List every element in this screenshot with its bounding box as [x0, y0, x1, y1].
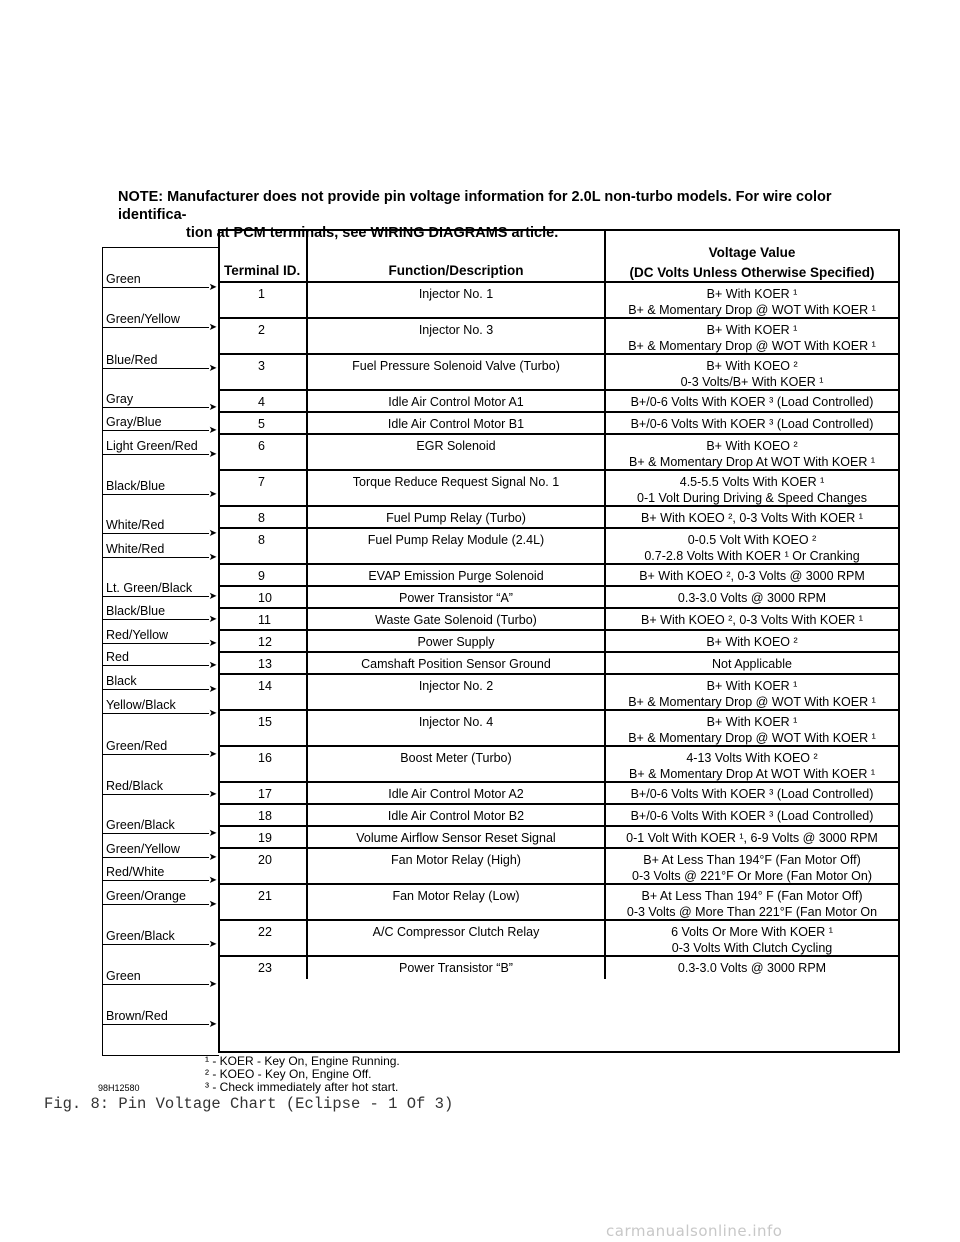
arrow-right-icon: ➤	[208, 489, 217, 500]
voltage-line-1: B+ With KOER ¹	[706, 679, 798, 693]
arrow-right-icon: ➤	[208, 322, 217, 333]
voltage-line-1: 0-1 Volt With KOER ¹, 6-9 Volts @ 3000 RPM	[626, 831, 878, 845]
wire-color-text: Black/Blue	[106, 604, 166, 618]
arrow-right-icon: ➤	[208, 660, 217, 671]
terminal-id: 6	[220, 435, 308, 469]
voltage-line-1: 0.3-3.0 Volts @ 3000 RPM	[677, 961, 827, 975]
wire-color-label	[103, 737, 217, 760]
voltage-value	[606, 631, 898, 651]
voltage-line-2: B+ & Momentary Drop @ WOT With KOER ¹	[628, 339, 876, 353]
terminal-id: 10	[220, 587, 308, 607]
wire-color-label	[103, 777, 217, 800]
wire-leader-line	[103, 689, 209, 690]
header-terminal-id: Terminal ID.	[220, 231, 308, 281]
function-description: Fan Motor Relay (Low)	[308, 885, 606, 919]
terminal-id: 18	[220, 805, 308, 825]
wire-leader-line	[103, 944, 209, 945]
arrow-right-icon: ➤	[208, 638, 217, 649]
wire-leader-line	[103, 857, 209, 858]
voltage-line-1: B+ With KOER ¹	[706, 287, 798, 301]
wire-color-text: Gray/Blue	[106, 415, 162, 429]
wire-color-text: White/Red	[106, 518, 165, 532]
voltage-line-1: B+ At Less Than 194°F (Fan Motor Off)	[643, 853, 861, 867]
voltage-value	[606, 471, 898, 505]
wire-leader-line	[103, 833, 209, 834]
wire-leader-line	[103, 407, 209, 408]
wire-color-text: Blue/Red	[106, 353, 158, 367]
arrow-right-icon: ➤	[208, 899, 217, 910]
wire-color-label	[103, 516, 217, 539]
voltage-value	[606, 283, 898, 317]
function-description: Power Transistor “A”	[308, 587, 606, 607]
footnotes	[205, 1055, 400, 1094]
arrow-right-icon: ➤	[208, 552, 217, 563]
wire-leader-line	[103, 1024, 209, 1025]
voltage-line-1: B+ With KOEO ²	[706, 635, 798, 649]
function-description: A/C Compressor Clutch Relay	[308, 921, 606, 955]
voltage-line-2: 0-3 Volts @ 221°F Or More (Fan Motor On)	[632, 869, 872, 883]
wire-leader-line	[103, 557, 209, 558]
wire-color-label	[103, 310, 217, 333]
arrow-right-icon: ➤	[208, 363, 217, 374]
terminal-id: 11	[220, 609, 308, 629]
table-row	[220, 921, 898, 957]
arrow-right-icon: ➤	[208, 528, 217, 539]
arrow-right-icon: ➤	[208, 1019, 217, 1030]
wire-leader-line	[103, 454, 209, 455]
voltage-line-2: 0-3 Volts @ More Than 221°F (Fan Motor On	[626, 905, 878, 919]
voltage-line-1: 0-0.5 Volt With KOEO ²	[687, 533, 817, 547]
arrow-right-icon: ➤	[208, 282, 217, 293]
function-description: Idle Air Control Motor A1	[308, 391, 606, 411]
voltage-line-1: B+/0-6 Volts With KOER ³ (Load Controlled)	[630, 395, 874, 409]
wire-color-text: Red/Black	[106, 779, 163, 793]
function-description: Injector No. 4	[308, 711, 606, 745]
table-row	[220, 805, 898, 827]
function-description: Waste Gate Solenoid (Turbo)	[308, 609, 606, 629]
wire-color-text: Red	[106, 650, 129, 664]
terminal-id: 2	[220, 319, 308, 353]
wire-color-column	[102, 247, 219, 1056]
wire-color-label	[103, 887, 217, 910]
table-row	[220, 609, 898, 631]
voltage-line-2: B+ & Momentary Drop At WOT With KOER ¹	[628, 455, 875, 469]
wire-leader-line	[103, 619, 209, 620]
wire-color-label	[103, 413, 217, 436]
wire-leader-line	[103, 287, 209, 288]
function-description: Fuel Pump Relay (Turbo)	[308, 507, 606, 527]
terminal-id: 9	[220, 565, 308, 585]
arrow-right-icon: ➤	[208, 614, 217, 625]
table-row	[220, 747, 898, 783]
terminal-id: 4	[220, 391, 308, 411]
voltage-value	[606, 805, 898, 825]
wire-color-label	[103, 602, 217, 625]
wire-color-label	[103, 351, 217, 374]
terminal-id: 8	[220, 507, 308, 527]
voltage-line-1: B+/0-6 Volts With KOER ³ (Load Controlled)	[630, 809, 874, 823]
wire-color-label	[103, 390, 217, 413]
wire-color-label	[103, 672, 217, 695]
footnote-3: ³ - Check immediately after hot start.	[205, 1080, 399, 1094]
voltage-line-2: 0-3 Volts/B+ With KOER ¹	[680, 375, 824, 389]
wire-leader-line	[103, 904, 209, 905]
figure-code: 98H12580	[98, 1083, 140, 1093]
note-line-1: Manufacturer does not provide pin voltage information for 2.0L non-turbo models. For wire color identifica-	[118, 189, 832, 223]
table-row	[220, 319, 898, 355]
arrow-right-icon: ➤	[208, 875, 217, 886]
function-description: EGR Solenoid	[308, 435, 606, 469]
function-description: Volume Airflow Sensor Reset Signal	[308, 827, 606, 847]
table-row	[220, 413, 898, 435]
table-row	[220, 675, 898, 711]
wire-leader-line	[103, 596, 209, 597]
header-voltage-line-2: (DC Volts Unless Otherwise Specified)	[629, 265, 875, 280]
function-description: Power Supply	[308, 631, 606, 651]
terminal-id: 5	[220, 413, 308, 433]
wire-leader-line	[103, 984, 209, 985]
wire-color-text: Green/Orange	[106, 889, 186, 903]
voltage-line-2: B+ & Momentary Drop @ WOT With KOER ¹	[628, 731, 876, 745]
terminal-id: 12	[220, 631, 308, 651]
voltage-line-1: 4.5-5.5 Volts With KOER ¹	[679, 475, 825, 489]
terminal-id: 8	[220, 529, 308, 563]
voltage-value	[606, 435, 898, 469]
voltage-line-1: B+ With KOEO ²	[706, 359, 798, 373]
voltage-value	[606, 957, 898, 979]
table-row	[220, 631, 898, 653]
wire-color-text: Green/Black	[106, 929, 175, 943]
wire-leader-line	[103, 880, 209, 881]
arrow-right-icon: ➤	[208, 591, 217, 602]
arrow-right-icon: ➤	[208, 852, 217, 863]
wire-color-text: Green/Yellow	[106, 842, 180, 856]
arrow-right-icon: ➤	[208, 939, 217, 950]
voltage-value	[606, 529, 898, 563]
table-row	[220, 885, 898, 921]
wire-color-text: Yellow/Black	[106, 698, 176, 712]
wire-leader-line	[103, 643, 209, 644]
table-row	[220, 391, 898, 413]
voltage-value	[606, 783, 898, 803]
table-row	[220, 849, 898, 885]
wire-color-text: Green/Yellow	[106, 312, 180, 326]
header-voltage	[606, 231, 898, 281]
function-description: Idle Air Control Motor A2	[308, 783, 606, 803]
terminal-id: 14	[220, 675, 308, 709]
voltage-value	[606, 921, 898, 955]
voltage-line-1: Not Applicable	[712, 657, 792, 671]
wire-color-text: White/Red	[106, 542, 165, 556]
terminal-id: 21	[220, 885, 308, 919]
table-row	[220, 529, 898, 565]
wire-color-text: Light Green/Red	[106, 439, 198, 453]
arrow-right-icon: ➤	[208, 449, 217, 460]
voltage-value	[606, 391, 898, 411]
voltage-line-1: B+ With KOEO ², 0-3 Volts With KOER ¹	[641, 511, 863, 525]
wire-color-label	[103, 437, 217, 460]
terminal-id: 3	[220, 355, 308, 389]
voltage-line-2: 0.7-2.8 Volts With KOER ¹ Or Cranking	[644, 549, 860, 563]
voltage-value	[606, 653, 898, 673]
arrow-right-icon: ➤	[208, 684, 217, 695]
voltage-line-1: B+ At Less Than 194° F (Fan Motor Off)	[641, 889, 863, 903]
terminal-id: 22	[220, 921, 308, 955]
header-function: Function/Description	[308, 231, 606, 281]
terminal-id: 23	[220, 957, 308, 979]
wire-leader-line	[103, 713, 209, 714]
wire-color-label	[103, 696, 217, 719]
table-header-row	[220, 231, 898, 283]
footnote-1: ¹ - KOER - Key On, Engine Running.	[205, 1054, 400, 1068]
wire-color-label	[103, 863, 217, 886]
voltage-line-2: B+ & Momentary Drop @ WOT With KOER ¹	[628, 695, 876, 709]
table-row	[220, 827, 898, 849]
wire-color-label	[103, 540, 217, 563]
voltage-line-1: B+ With KOER ¹	[706, 323, 798, 337]
arrow-right-icon: ➤	[208, 749, 217, 760]
voltage-line-1: 6 Volts Or More With KOER ¹	[671, 925, 833, 939]
terminal-id: 19	[220, 827, 308, 847]
wire-color-label	[103, 270, 217, 293]
voltage-line-1: B+/0-6 Volts With KOER ³ (Load Controlled)	[630, 417, 874, 431]
function-description: Injector No. 2	[308, 675, 606, 709]
wire-color-label	[103, 840, 217, 863]
arrow-right-icon: ➤	[208, 828, 217, 839]
header-voltage-line-1: Voltage Value	[708, 245, 796, 260]
wire-leader-line	[103, 665, 209, 666]
note-line-2: tion at PCM terminals, see WIRING DIAGRAMS article.	[186, 225, 559, 241]
wire-leader-line	[103, 794, 209, 795]
wire-color-text: Black/Blue	[106, 479, 166, 493]
wire-color-text: Lt. Green/Black	[106, 581, 193, 595]
wire-leader-line	[103, 533, 209, 534]
function-description: EVAP Emission Purge Solenoid	[308, 565, 606, 585]
terminal-id: 17	[220, 783, 308, 803]
voltage-value	[606, 319, 898, 353]
voltage-line-1: B+ With KOEO ², 0-3 Volts With KOER ¹	[641, 613, 863, 627]
function-description: Idle Air Control Motor B2	[308, 805, 606, 825]
arrow-right-icon: ➤	[208, 789, 217, 800]
footnote-2: ² - KOEO - Key On, Engine Off.	[205, 1067, 372, 1081]
voltage-line-1: B+ With KOER ¹	[706, 715, 798, 729]
wire-color-label	[103, 626, 217, 649]
function-description: Power Transistor “B”	[308, 957, 606, 979]
voltage-value	[606, 675, 898, 709]
table-row	[220, 783, 898, 805]
voltage-line-1: 0.3-3.0 Volts @ 3000 RPM	[677, 591, 827, 605]
voltage-value	[606, 355, 898, 389]
function-description: Idle Air Control Motor B1	[308, 413, 606, 433]
wire-color-label	[103, 967, 217, 990]
voltage-value	[606, 747, 898, 781]
watermark: carmanualsonline.info	[606, 1222, 783, 1240]
voltage-line-2: 0-3 Volts With Clutch Cycling	[671, 941, 833, 955]
voltage-line-1: 4-13 Volts With KOEO ²	[686, 751, 818, 765]
function-description: Camshaft Position Sensor Ground	[308, 653, 606, 673]
voltage-line-2: B+ & Momentary Drop At WOT With KOER ¹	[628, 767, 875, 781]
voltage-value	[606, 609, 898, 629]
table-row	[220, 435, 898, 471]
function-description: Fan Motor Relay (High)	[308, 849, 606, 883]
pin-voltage-table	[218, 229, 900, 1053]
wire-color-text: Black	[106, 674, 137, 688]
wire-leader-line	[103, 754, 209, 755]
terminal-id: 16	[220, 747, 308, 781]
voltage-value	[606, 413, 898, 433]
wire-color-text: Brown/Red	[106, 1009, 168, 1023]
voltage-value	[606, 849, 898, 883]
wire-leader-line	[103, 368, 209, 369]
voltage-value	[606, 827, 898, 847]
terminal-id: 13	[220, 653, 308, 673]
function-description: Torque Reduce Request Signal No. 1	[308, 471, 606, 505]
arrow-right-icon: ➤	[208, 425, 217, 436]
voltage-line-1: B+ With KOEO ²	[706, 439, 798, 453]
terminal-id: 20	[220, 849, 308, 883]
note-label: NOTE:	[118, 189, 164, 205]
wire-color-label	[103, 816, 217, 839]
wire-leader-line	[103, 327, 209, 328]
table-row	[220, 283, 898, 319]
table-row	[220, 587, 898, 609]
wire-color-label	[103, 1007, 217, 1030]
table-row	[220, 653, 898, 675]
wire-leader-line	[103, 494, 209, 495]
table-row	[220, 471, 898, 507]
wire-color-text: Gray	[106, 392, 134, 406]
arrow-right-icon: ➤	[208, 979, 217, 990]
voltage-value	[606, 565, 898, 585]
voltage-value	[606, 587, 898, 607]
wire-color-text: Red/Yellow	[106, 628, 169, 642]
voltage-value	[606, 507, 898, 527]
function-description: Injector No. 3	[308, 319, 606, 353]
function-description: Fuel Pressure Solenoid Valve (Turbo)	[308, 355, 606, 389]
function-description: Injector No. 1	[308, 283, 606, 317]
function-description: Fuel Pump Relay Module (2.4L)	[308, 529, 606, 563]
wire-color-text: Green/Black	[106, 818, 175, 832]
voltage-line-2: B+ & Momentary Drop @ WOT With KOER ¹	[628, 303, 876, 317]
terminal-id: 1	[220, 283, 308, 317]
wire-color-label	[103, 477, 217, 500]
terminal-id: 15	[220, 711, 308, 745]
table-row	[220, 957, 898, 979]
wire-color-text: Red/White	[106, 865, 165, 879]
arrow-right-icon: ➤	[208, 402, 217, 413]
voltage-line-2: 0-1 Volt During Driving & Speed Changes	[637, 491, 867, 505]
wire-color-text: Green	[106, 969, 141, 983]
voltage-value	[606, 885, 898, 919]
table-row	[220, 565, 898, 587]
table-row	[220, 355, 898, 391]
wire-leader-line	[103, 430, 209, 431]
arrow-right-icon: ➤	[208, 708, 217, 719]
figure-caption: Fig. 8: Pin Voltage Chart (Eclipse - 1 Of 3)	[44, 1095, 454, 1113]
voltage-line-1: B+/0-6 Volts With KOER ³ (Load Controlled)	[630, 787, 874, 801]
wire-color-label	[103, 648, 217, 671]
wire-color-text: Green/Red	[106, 739, 168, 753]
wire-color-label	[103, 927, 217, 950]
table-row	[220, 711, 898, 747]
wire-color-text: Green	[106, 272, 141, 286]
terminal-id: 7	[220, 471, 308, 505]
voltage-value	[606, 711, 898, 745]
table-row	[220, 507, 898, 529]
voltage-line-1: B+ With KOEO ², 0-3 Volts @ 3000 RPM	[639, 569, 865, 583]
wire-color-label	[103, 579, 217, 602]
function-description: Boost Meter (Turbo)	[308, 747, 606, 781]
